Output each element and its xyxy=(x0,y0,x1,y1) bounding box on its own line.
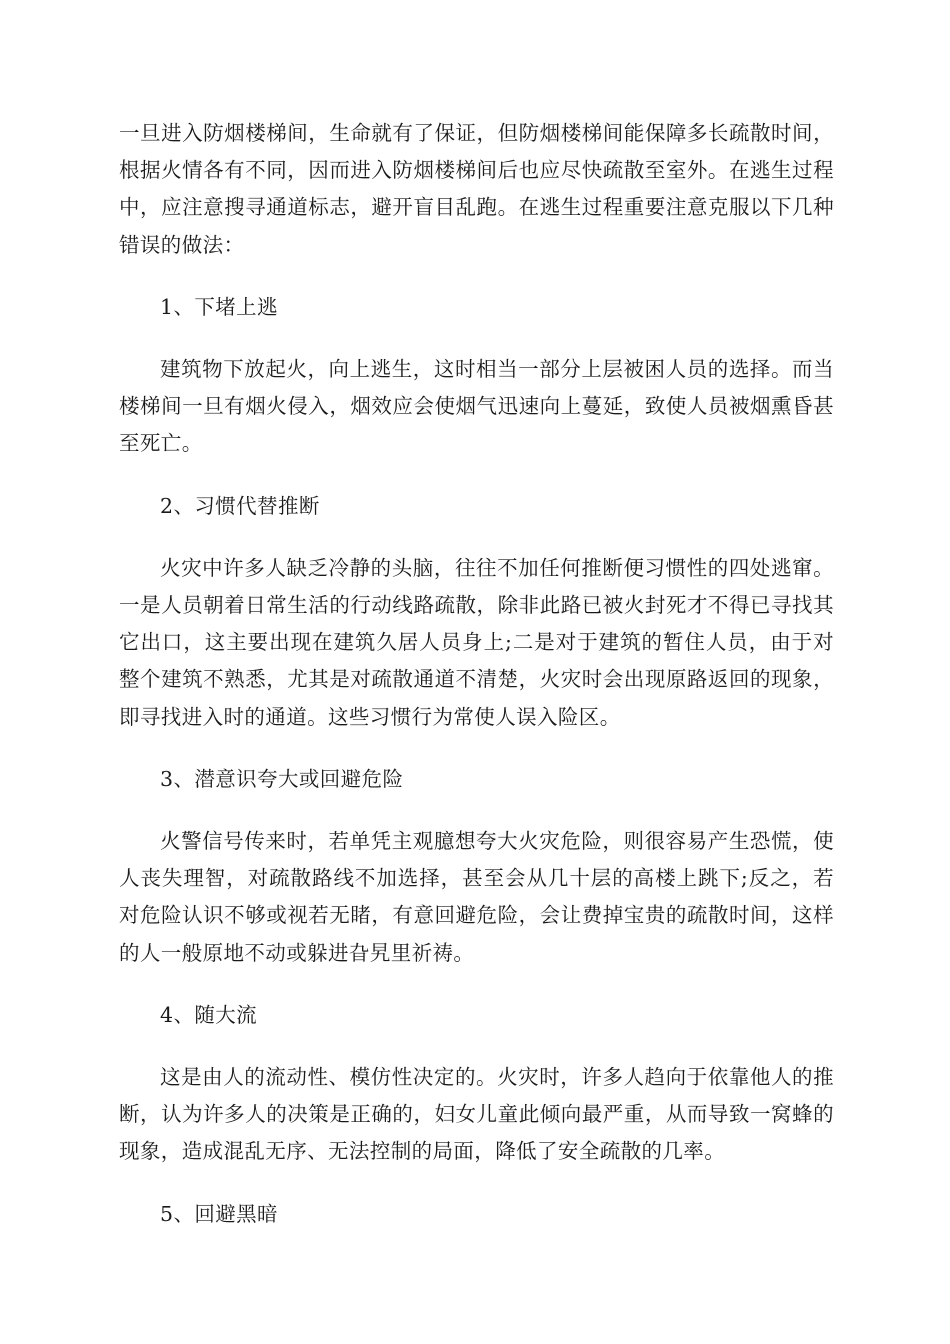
section-body-3: 火警信号传来时，若单凭主观臆想夸大火灾危险，则很容易产生恐慌，使人丧失理智，对疏散路线不加选择，甚至会从几十层的高楼上跳下;反之，若对危险认识不够或视若无睹，有意回避危险，会让费掉宝贵的疏散时间，这样的人一般原地不动或躲进旮旯里祈祷。 xyxy=(119,829,834,965)
section-heading-3: 3、潜意识夸大或回避危险 xyxy=(160,766,404,791)
section-body-2: 火灾中许多人缺乏冷静的头脑，往往不加任何推断便习惯性的四处逃窜。一是人员朝着日常生活的行动线路疏散，除非此路已被火封死才不得已寻找其它出口，这主要出现在建筑久居人员身上;二是对于建筑的暂住人员，由于对整个建筑不熟悉，尤其是对疏散通道不清楚，火灾时会出现原路返回的现象，即寻找进入时的通道。这些习惯行为常使人误入险区。 xyxy=(119,555,834,729)
paragraph-gap xyxy=(119,264,834,289)
paragraph-gap xyxy=(119,1171,834,1196)
intro-paragraph: 一旦进入防烟楼梯间，生命就有了保证，但防烟楼梯间能保障多长疏散时间，根据火情各有不同，因而进入防烟楼梯间后也应尽快疏散至室外。在逃生过程中，应注意搜寻通道标志，避开盲目乱跑。在逃生过程重要注意克服以下几种错误的做法： xyxy=(119,121,834,257)
paragraph-gap xyxy=(119,326,834,351)
section-heading-1: 1、下堵上逃 xyxy=(160,294,278,319)
section-heading-4: 4、随大流 xyxy=(160,1002,258,1027)
paragraph-gap xyxy=(119,525,834,550)
section-heading-2: 2、习惯代替推断 xyxy=(160,493,320,518)
section-body-4: 这是由人的流动性、模仿性决定的。火灾时，许多人趋向于依靠他人的推断，认为许多人的决策是正确的，妇女儿童此倾向最严重，从而导致一窝蜂的现象，造成混乱无序、无法控制的局面，降低了安全疏散的几率。 xyxy=(119,1065,834,1164)
paragraph-gap xyxy=(119,972,834,997)
section-heading-5: 5、回避黑暗 xyxy=(160,1201,278,1226)
section-body-1: 建筑物下放起火，向上逃生，这时相当一部分上层被困人员的选择。而当楼梯间一旦有烟火侵入，烟效应会使烟气迅速向上蔓延，致使人员被烟熏昏甚至死亡。 xyxy=(119,357,834,456)
paragraph-gap xyxy=(119,736,834,761)
document-page xyxy=(119,115,834,1233)
paragraph-gap xyxy=(119,463,834,488)
paragraph-gap xyxy=(119,798,834,823)
paragraph-gap xyxy=(119,1034,834,1059)
